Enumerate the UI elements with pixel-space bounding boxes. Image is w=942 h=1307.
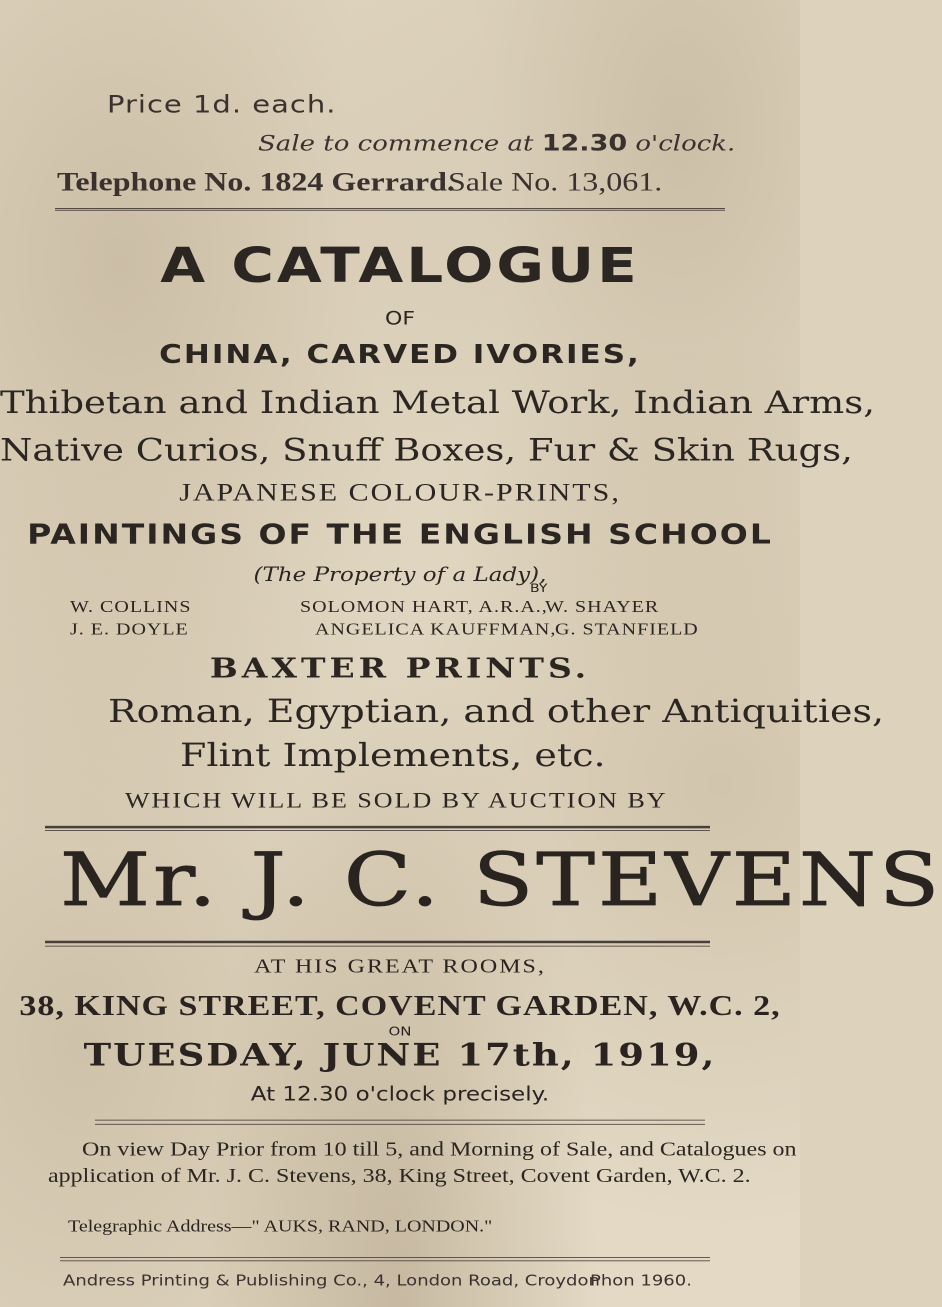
lot-flint: Flint Implements, etc. [180, 736, 606, 774]
sale-time: 12.30 [541, 130, 628, 157]
auction-intro: WHICH WILL BE SOLD BY AUCTION BY [125, 788, 668, 813]
sale-time-line [258, 131, 735, 157]
sale-number: Sale No. 13,061. [448, 166, 663, 197]
auctioneer-bottom-rule [45, 941, 710, 943]
telephone-number: Telephone No. 1824 Gerrard. [57, 166, 455, 197]
sale-time-precise: At 12.30 o'clock precisely. [250, 1083, 550, 1106]
venue-address: 38, KING STREET, COVENT GARDEN, W.C. 2, [19, 990, 781, 1022]
catalogue-title: A CATALOGUE [160, 237, 640, 294]
artist-hart: SOLOMON HART, A.R.A., [300, 597, 548, 617]
artist-doyle: J. E. DOYLE [70, 620, 189, 639]
auctioneer-top-rule [45, 826, 710, 828]
printer-rule-2 [60, 1260, 710, 1261]
auctioneer-top-rule-thin [45, 830, 710, 831]
venue-rooms: AT HIS GREAT ROOMS, [254, 955, 546, 978]
by-text: BY [530, 581, 548, 596]
view-top-rule-2 [95, 1124, 705, 1125]
lot-native-curios: Native Curios, Snuff Boxes, Fur & Skin Rugs, [0, 432, 853, 468]
header-divider [55, 208, 725, 210]
printer-rule [60, 1257, 710, 1258]
telegraphic-address: Telegraphic Address—" AUKS, RAND, LONDON." [68, 1217, 493, 1236]
on-text: ON [388, 1023, 412, 1039]
artist-shayer: W. SHAYER [545, 597, 660, 617]
property-note: (The Property of a Lady), [253, 564, 547, 587]
sale-date: TUESDAY, JUNE 17th, 1919, [83, 1036, 717, 1074]
viewing-line-1: On view Day Prior from 10 till 5, and Morning of Sale, and Catalogues on [82, 1138, 797, 1161]
sale-prefix: Sale to commence at [258, 131, 534, 157]
lot-antiquities: Roman, Egyptian, and other Antiquities, [108, 692, 885, 730]
lot-thibetan: Thibetan and Indian Metal Work, Indian Arms, [0, 384, 875, 421]
artist-stanfield: G. STANFIELD [555, 620, 699, 639]
artist-kauffman: ANGELICA KAUFFMAN, [315, 620, 557, 639]
sale-suffix: o'clock. [635, 131, 736, 157]
lot-china: CHINA, CARVED IVORIES, [159, 339, 641, 370]
printer-phone: Phon 1960. [590, 1272, 692, 1290]
auctioneer-name: Mr. J. C. STEVENS [60, 836, 942, 923]
lot-paintings: PAINTINGS OF THE ENGLISH SCHOOL [27, 517, 773, 551]
viewing-line-2: application of Mr. J. C. Stevens, 38, King Street, Covent Garden, W.C. 2. [48, 1165, 751, 1188]
lot-baxter-prints: BAXTER PRINTS. [209, 651, 591, 685]
artist-collins: W. COLLINS [70, 597, 192, 617]
auctioneer-bottom-rule-thin [45, 946, 710, 947]
lot-japanese-prints: JAPANESE COLOUR-PRINTS, [179, 478, 621, 507]
view-top-rule [95, 1120, 705, 1121]
printer-imprint: Andress Printing & Publishing Co., 4, London Road, Croydon [63, 1272, 600, 1290]
of-text: OF [385, 308, 415, 330]
price-text: Price 1d. each. [107, 89, 337, 119]
